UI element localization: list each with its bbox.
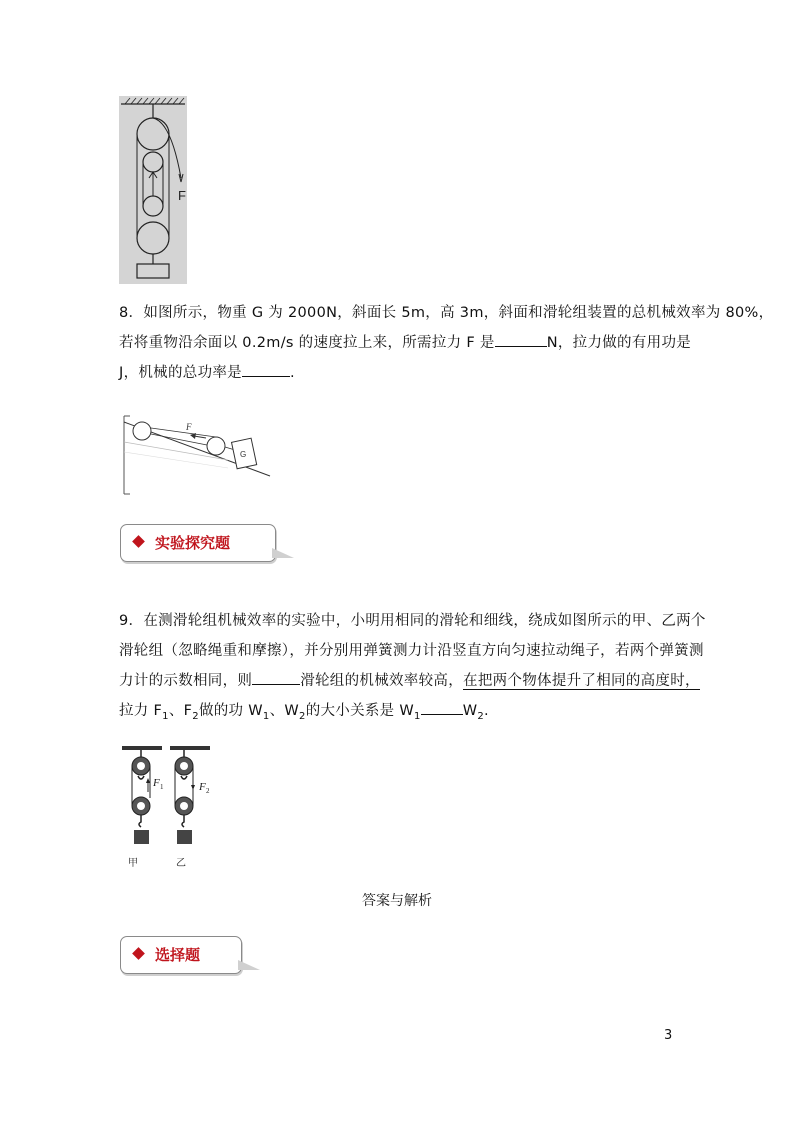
section-tail-experiment	[272, 546, 296, 560]
q9-line-1: 9．在测滑轮组机械效率的实验中，小明用相同的滑轮和细线，绕成如图所示的甲、乙两个	[119, 613, 706, 629]
pulley-pair-figure	[118, 744, 220, 870]
q9-line-3	[119, 666, 700, 696]
q9-line-4-text-c: 做的功 W	[198, 703, 263, 719]
diamond-bullet-icon	[132, 947, 145, 960]
force-label-f2: F	[199, 781, 206, 793]
q8-blank-power	[242, 361, 290, 377]
q9-line-4-text-d: 、W	[269, 703, 300, 719]
incline-figure-svg	[118, 410, 274, 496]
q9-line-4	[119, 696, 679, 732]
q8-line-3-text-b: .	[289, 365, 295, 381]
q9-sub-1b: 1	[262, 710, 270, 722]
section-header-choice	[120, 936, 242, 974]
q9-sub-1a: 1	[162, 710, 169, 722]
figure-1-force-label: F	[178, 188, 186, 203]
incline-force-label: F	[186, 422, 192, 432]
label-yi: 乙	[176, 858, 186, 869]
q9-line-4-text-e: 的大小关系是 W	[305, 703, 415, 719]
q9-line-3-text-b: 滑轮组的机械效率较高，	[300, 673, 464, 689]
section-label-choice: 选择题	[155, 946, 201, 964]
label-jia: 甲	[128, 858, 138, 869]
q9-blank-work	[421, 699, 463, 715]
q9-line-4-text-f: W	[462, 703, 478, 719]
q8-line-1: 8．如图所示，物重 G 为 2000N，斜面长 5m，高 3m，斜面和滑轮组装置的总机械效率为 80%，	[119, 305, 774, 321]
section-label-experiment: 实验探究题	[155, 534, 231, 552]
q9-line-3-text-a: 力计的示数相同，则	[119, 673, 253, 689]
force-label-f1-sub: 1	[160, 783, 164, 791]
q8-line-2	[119, 328, 692, 358]
q9-line-4-text-a: 拉力 F	[119, 703, 163, 719]
q9-line-4-text-g: .	[484, 703, 489, 719]
q8-line-2-text-b: N，拉力做的有用功是	[546, 335, 692, 351]
q9-line-3-text-c: 在把两个物体提升了相同的高度时，	[463, 673, 700, 689]
q8-line-3-text-a: J，机械的总功率是	[119, 365, 242, 381]
force-label-f1: F	[153, 777, 160, 789]
q9-sub-2b: 2	[299, 710, 306, 722]
q9-blank-group	[252, 669, 300, 685]
pulley-pair-figure-svg	[118, 744, 220, 870]
q8-line-3	[119, 358, 679, 388]
q9-sub-1c: 1	[414, 710, 421, 722]
q8-blank-force	[495, 331, 547, 347]
q9-line-2: 滑轮组（忽略绳重和摩擦），并分别用弹簧测力计沿竖直方向匀速拉动绳子，若两个弹簧测	[119, 643, 704, 659]
question-8	[119, 298, 774, 388]
incline-weight-label: G	[240, 450, 247, 459]
pulley-figure-1	[119, 96, 187, 284]
q9-line-4-text-b: 、F	[168, 703, 193, 719]
section-header-experiment	[120, 524, 276, 562]
section-tail-choice	[238, 958, 262, 972]
page-number: 3	[664, 1028, 673, 1043]
diamond-bullet-icon	[132, 535, 145, 548]
q9-sub-2a: 2	[192, 710, 199, 722]
pulley-figure-1-svg	[119, 96, 187, 284]
answers-title: 答案与解析	[362, 893, 432, 909]
question-9	[119, 606, 706, 732]
q8-line-2-text-a: 若将重物沿余面以 0.2m/s 的速度拉上来，所需拉力 F 是	[119, 335, 495, 351]
incline-figure	[118, 410, 274, 496]
force-label-f2-sub: 2	[206, 787, 210, 795]
q9-sub-2c: 2	[477, 710, 485, 722]
